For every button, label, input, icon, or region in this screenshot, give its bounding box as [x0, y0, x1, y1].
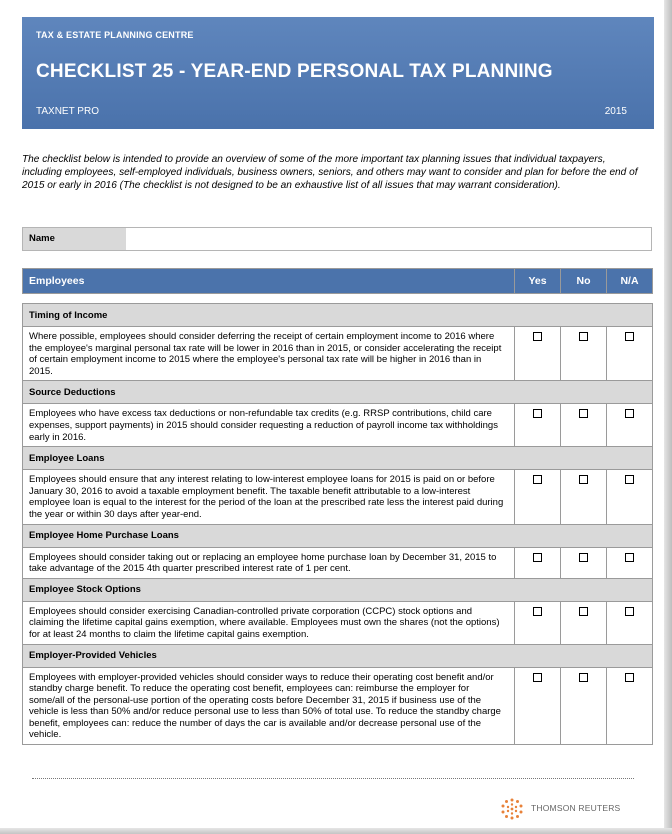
table-heading: Employees [23, 269, 515, 294]
no-checkbox[interactable] [579, 673, 588, 682]
page-title: CHECKLIST 25 - YEAR-END PERSONAL TAX PLANNING [36, 61, 553, 82]
yes-checkbox[interactable] [533, 475, 542, 484]
column-na: N/A [607, 269, 653, 294]
yes-checkbox[interactable] [533, 332, 542, 341]
yes-checkbox[interactable] [533, 607, 542, 616]
intro-paragraph: The checklist below is intended to provide an overview of some of the more important tax planning issues that individual taxpayers, including employees, self-employed individuals, business owners, seniors, and others may want to consider and plan for before the end of 2015 or early in 2016 (The checklist is not designed to be an exhaustive list of all issues that may warrant consideration). [22, 154, 638, 192]
checklist-item-text: Employees should consider exercising Canadian-controlled private corporation (CCPC) stock options and claiming the lifetime capital gains exemption, where available. Employees must own the shares (not the options) for at least 24 months to claim the lifetime capital gains exemption. [23, 601, 515, 644]
name-field[interactable] [22, 227, 652, 251]
thomson-reuters-logo-icon [498, 797, 526, 821]
section-title: Timing of Income [23, 304, 653, 327]
na-checkbox[interactable] [625, 673, 634, 682]
section-title: Employer-Provided Vehicles [23, 644, 653, 667]
section-header [23, 381, 653, 404]
checklist-item [23, 470, 653, 524]
section-title: Source Deductions [23, 381, 653, 404]
checklist-item-text: Employees who have excess tax deductions or non-refundable tax credits (e.g. RRSP contributions, child care expenses, support payments) in 2015 should consider requesting a reduction of payroll income tax withholdings early in 2016. [23, 404, 515, 447]
na-checkbox[interactable] [625, 475, 634, 484]
table-header-row [23, 269, 653, 294]
spacer-row [23, 294, 653, 304]
section-title: Employee Loans [23, 447, 653, 470]
checklist-item-text: Employees should ensure that any interest relating to low-interest employee loans for 2015 is paid on or before January 30, 2016 to avoid a taxable employment benefit. The taxable benefit attributable to a low-interest employee loan is equal to the interest for the period of the loan at the prescribed rate less the interest paid during the year or within 30 days after year-end. [23, 470, 515, 524]
na-checkbox[interactable] [625, 553, 634, 562]
page-bottom-shadow [0, 828, 672, 834]
no-checkbox[interactable] [579, 409, 588, 418]
footer-divider [32, 778, 634, 779]
yes-checkbox[interactable] [533, 553, 542, 562]
column-no: No [561, 269, 607, 294]
employees-checklist-table [22, 268, 653, 745]
checklist-item [23, 601, 653, 644]
no-checkbox[interactable] [579, 332, 588, 341]
na-checkbox[interactable] [625, 607, 634, 616]
section-header [23, 447, 653, 470]
checklist-item-text: Employees should consider taking out or replacing an employee home purchase loan by December 31, 2015 to take advantage of the 2015 4th quarter prescribed interest rate of 1 per cent. [23, 547, 515, 578]
header-kicker: TAX & ESTATE PLANNING CENTRE [36, 30, 194, 40]
checklist-item [23, 667, 653, 745]
section-header [23, 644, 653, 667]
checklist-item [23, 547, 653, 578]
section-header [23, 524, 653, 547]
no-checkbox[interactable] [579, 475, 588, 484]
page-edge-shadow [664, 0, 672, 834]
no-checkbox[interactable] [579, 607, 588, 616]
checklist-item [23, 404, 653, 447]
yes-checkbox[interactable] [533, 409, 542, 418]
checklist-item-text: Where possible, employees should consider deferring the receipt of certain employment income to 2016 where the employee's marginal personal tax rate will be lower in 2016 than in 2015, or consider accelerating the receipt of certain employment income to 2015 where the employee's personal tax rate will be higher in 2016 than in 2015. [23, 327, 515, 381]
checklist-item [23, 327, 653, 381]
na-checkbox[interactable] [625, 332, 634, 341]
section-title: Employee Home Purchase Loans [23, 524, 653, 547]
logo-text: THOMSON REUTERS [531, 803, 621, 813]
checklist-item-text: Employees with employer-provided vehicles should consider ways to reduce their operating cost benefit and/or standby charge benefit. To reduce the operating cost benefit, employees can: reimburse the employer for some/all of the personal-use portion of the operating costs before December 31, 2015 if business use of the vehicle is less than 50% and/or reduce personal use to less than 50% of total use. To reduce the standby charge benefit, employees can: reduce the number of days the car is available and/or decrease personal use of the vehicle. [23, 667, 515, 745]
no-checkbox[interactable] [579, 553, 588, 562]
na-checkbox[interactable] [625, 409, 634, 418]
section-title: Employee Stock Options [23, 578, 653, 601]
column-yes: Yes [515, 269, 561, 294]
name-label: Name [23, 228, 126, 250]
header-year: 2015 [604, 106, 627, 117]
header-banner [22, 17, 654, 129]
section-header [23, 304, 653, 327]
section-header [23, 578, 653, 601]
header-brand: TAXNET PRO [36, 106, 99, 117]
yes-checkbox[interactable] [533, 673, 542, 682]
